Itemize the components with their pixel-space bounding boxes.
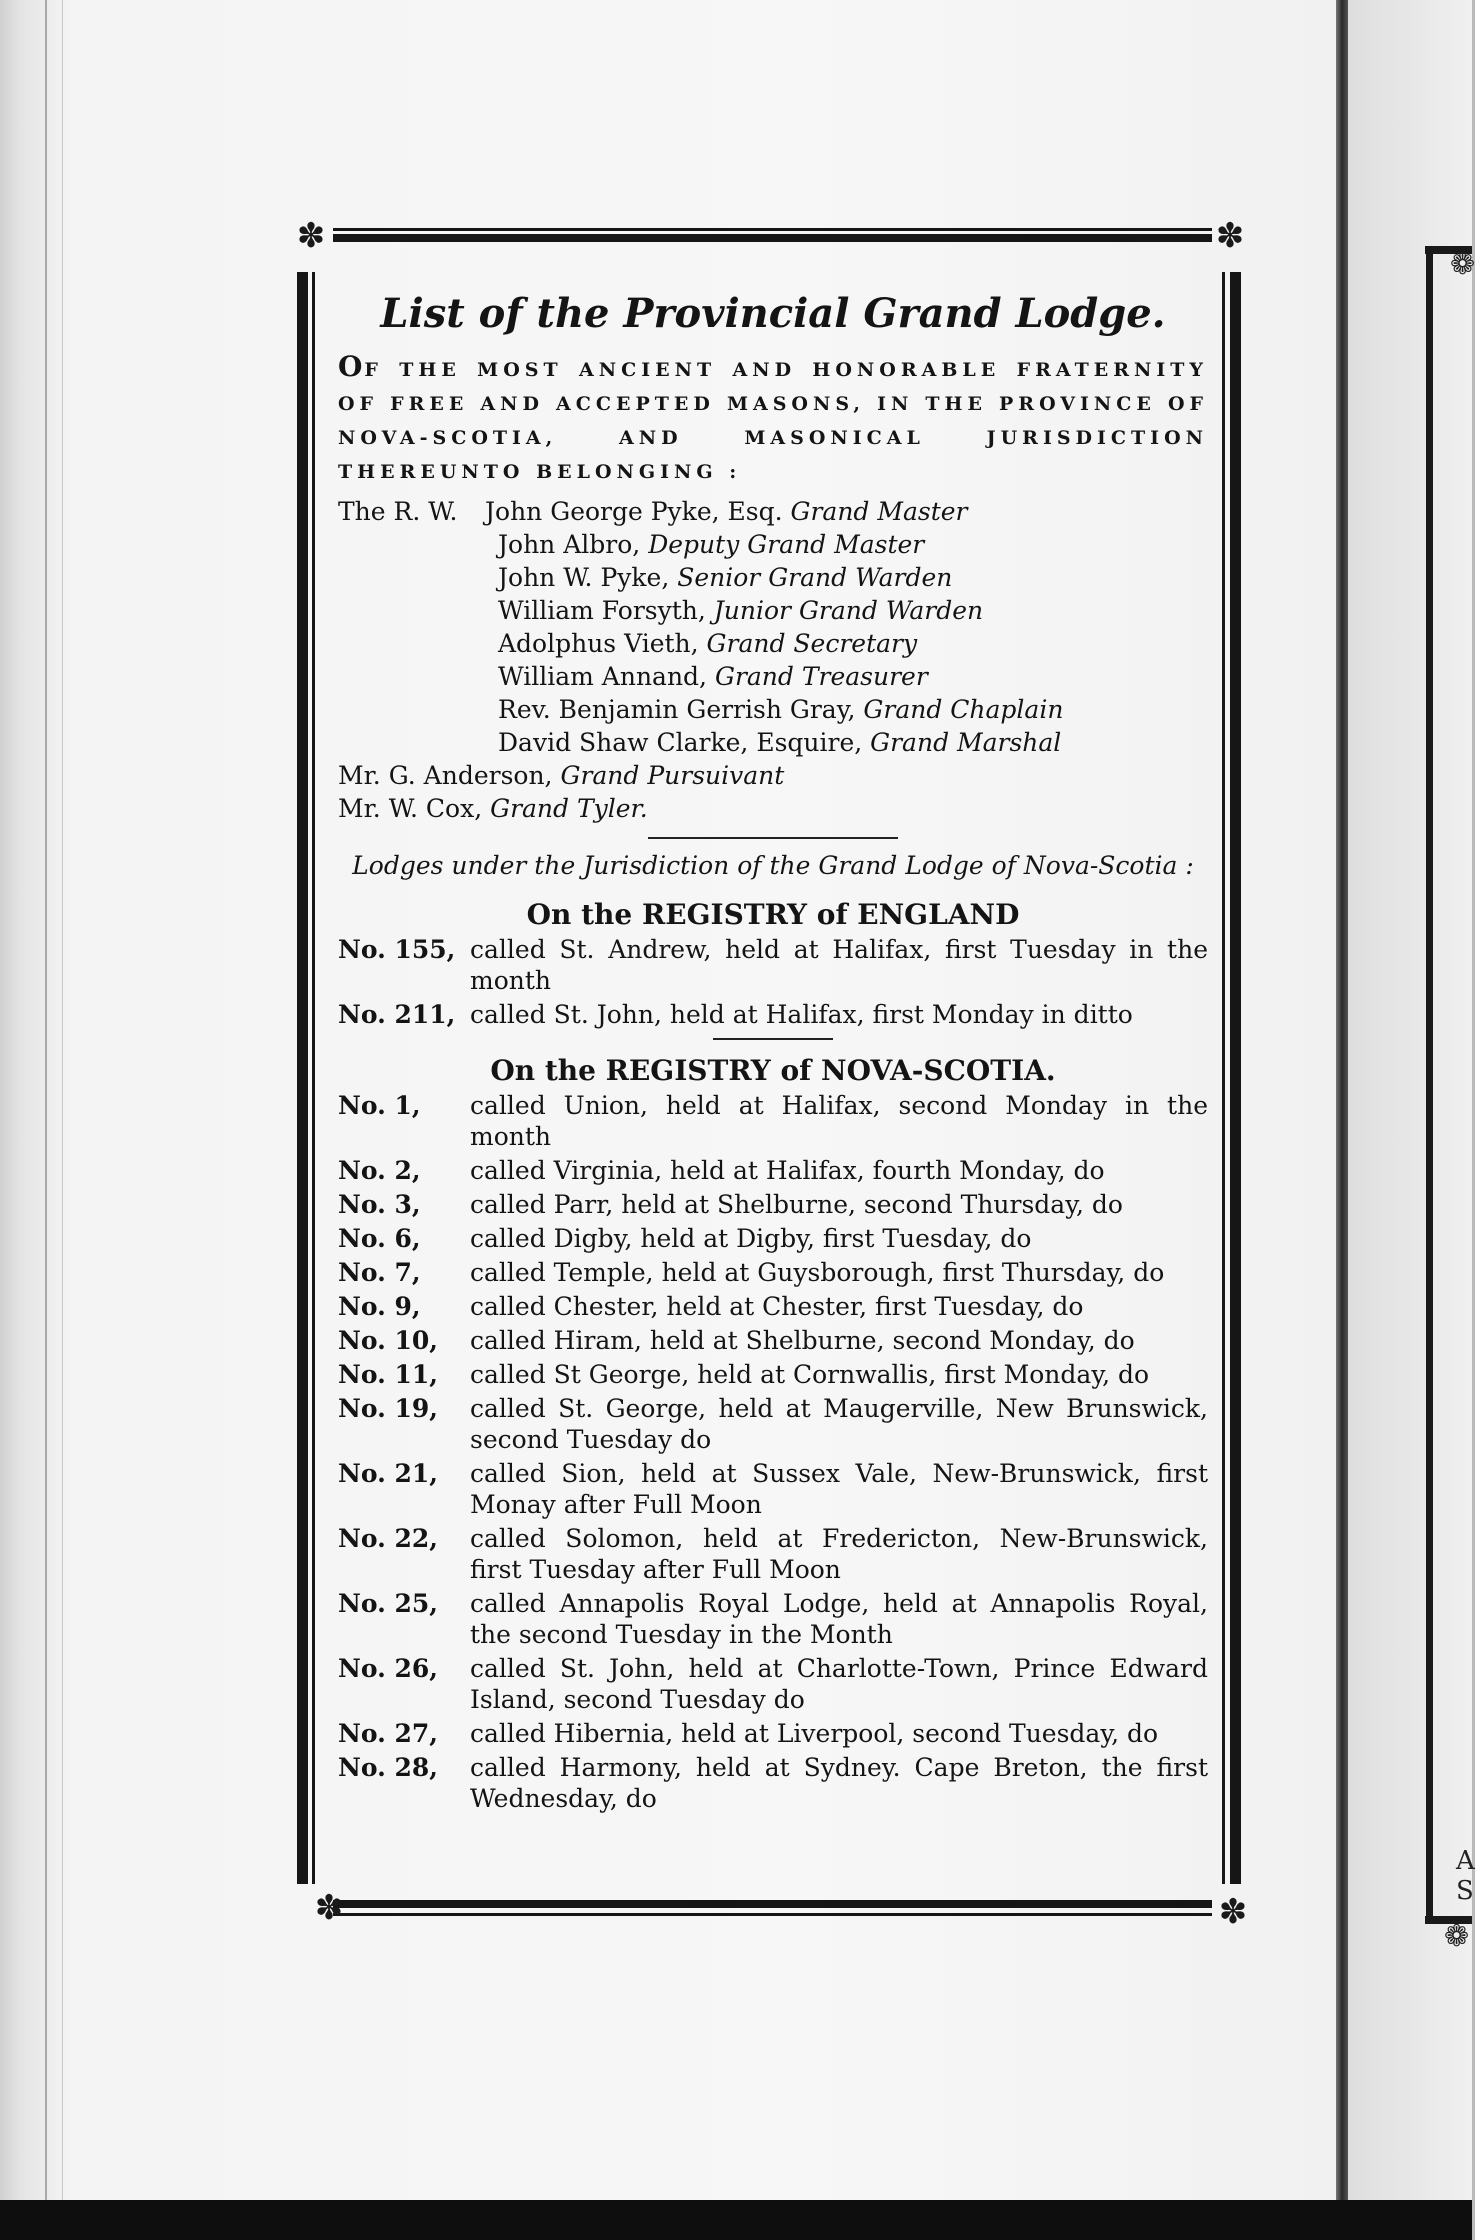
page-edge-line (45, 0, 47, 2200)
frame-rule-bottom-thick (333, 1900, 1212, 1908)
lodge-number: No. 155, (338, 935, 456, 964)
lodge-number: No. 11, (338, 1360, 438, 1389)
preamble-text: F THE MOST ANCIENT AND HONORABLE FRATERNITY OF FREE AND ACCEPTED MASONS, IN THE PROVINCE OF NOVA-SCOTIA, AND MASONICAL JURISDICTION THEREUNTO BELONGING : (338, 359, 1208, 483)
lodge-text: called Parr, held at Shelburne, second Thursday, do (470, 1190, 1123, 1219)
officer-entry (338, 594, 1208, 627)
page-title: List of the Provincial Grand Lodge. (380, 290, 1166, 337)
officer-name: John W. Pyke, (498, 563, 670, 592)
officer-entry (338, 561, 1208, 594)
frame-rule-top-thick (333, 234, 1212, 242)
officer-role: Grand Master (790, 497, 968, 526)
lodge-text: called Solomon, held at Fredericton, New-Brunswick, first Tuesday after Full Moon (470, 1524, 1208, 1584)
lodges-intro: Lodges under the Jurisdiction of the Grand Lodge of Nova-Scotia : (352, 851, 1194, 880)
officer-entry (338, 693, 1208, 726)
corner-ornament-icon: ✽ (1218, 1892, 1248, 1932)
frame-rule-left (297, 272, 308, 1884)
lodge-entry (338, 934, 1208, 996)
lodge-number: No. 211, (338, 1000, 456, 1029)
lodge-text: called Chester, held at Chester, first Tuesday, do (470, 1292, 1084, 1321)
lodge-entry (338, 1359, 1208, 1390)
right-page-ornament-icon: ❁ (1444, 1919, 1470, 1954)
section-divider (648, 837, 898, 839)
right-page (1348, 0, 1472, 2200)
lodge-list-frame (295, 216, 1250, 1932)
lodge-entry (338, 1718, 1208, 1749)
lodge-text: called Sion, held at Sussex Vale, New-Brunswick, first Monay after Full Moon (470, 1459, 1208, 1519)
section-divider (713, 1038, 833, 1040)
officer-name: John Albro, (498, 530, 641, 559)
lodge-number: No. 21, (338, 1459, 438, 1488)
corner-ornament-icon: ✽ (1215, 216, 1245, 256)
lodge-text: called Annapolis Royal Lodge, held at Annapolis Royal, the second Tuesday in the Month (470, 1589, 1208, 1649)
lodge-number: No. 25, (338, 1589, 438, 1618)
lodge-number: No. 7, (338, 1258, 421, 1287)
officer-role: Junior Grand Warden (713, 596, 984, 625)
lodge-text: called Virginia, held at Halifax, fourth Monday, do (470, 1156, 1105, 1185)
lodge-number: No. 28, (338, 1753, 438, 1782)
officer-role: Grand Tyler. (490, 794, 648, 823)
lodge-number: No. 26, (338, 1654, 438, 1683)
lodge-text: called Hibernia, held at Liverpool, second Tuesday, do (470, 1719, 1159, 1748)
officer-name: Mr. G. Anderson, (338, 761, 553, 790)
right-page-ornament-icon: ❁ (1450, 247, 1475, 282)
right-page-rule-vertical (1426, 254, 1433, 1916)
officer-entry (338, 627, 1208, 660)
officer-name: David Shaw Clarke, Esquire, (498, 728, 863, 757)
lodge-text: called St. John, held at Halifax, first Monday in ditto (470, 1000, 1133, 1029)
officer-entry (338, 495, 1208, 528)
officer-name: Mr. W. Cox, (338, 794, 483, 823)
book-gutter (1336, 0, 1348, 2200)
right-page-letter: A (1456, 1846, 1475, 1876)
frame-rule-right (1230, 272, 1241, 1884)
officer-role: Senior Grand Warden (677, 563, 953, 592)
officer-entry (338, 792, 1208, 825)
officer-entry (338, 759, 1208, 792)
lodge-text: called Hiram, held at Shelburne, second Monday, do (470, 1326, 1135, 1355)
lodge-text: called Digby, held at Digby, first Tuesday, do (470, 1224, 1032, 1253)
lodge-text: called St. Andrew, held at Halifax, first Tuesday in the month (470, 935, 1208, 995)
lodge-number: No. 27, (338, 1719, 438, 1748)
lodge-entry (338, 1189, 1208, 1220)
lodge-text: called Union, held at Halifax, second Monday in the month (470, 1091, 1208, 1151)
right-page-letter: S (1456, 1876, 1474, 1906)
lodge-entry (338, 1223, 1208, 1254)
corner-ornament-icon: ✽ (314, 1888, 344, 1928)
lodge-number: No. 1, (338, 1091, 421, 1120)
officer-role: Grand Secretary (706, 629, 918, 658)
lodge-entry (338, 1155, 1208, 1186)
lodge-text: called Temple, held at Guysborough, first Thursday, do (470, 1258, 1165, 1287)
preamble (338, 350, 1208, 489)
officer-name: Rev. Benjamin Gerrish Gray, (498, 695, 856, 724)
lodge-entry (338, 999, 1208, 1030)
nova-scotia-registry-heading: On the REGISTRY of NOVA-SCOTIA. (490, 1054, 1056, 1087)
lodge-text: called St. George, held at Maugerville, New Brunswick, second Tuesday do (470, 1394, 1208, 1454)
lodge-number: No. 2, (338, 1156, 421, 1185)
lodge-entry (338, 1291, 1208, 1322)
officer-prefix: The R. W. (338, 497, 458, 526)
frame-rule-top-thin (333, 228, 1212, 231)
officer-entry (338, 528, 1208, 561)
lodge-entry (338, 1393, 1208, 1455)
lodge-number: No. 3, (338, 1190, 421, 1219)
lodge-entry (338, 1653, 1208, 1715)
frame-rule-right-thin (1222, 272, 1225, 1884)
lodge-entry (338, 1257, 1208, 1288)
england-registry-heading: On the REGISTRY of ENGLAND (526, 898, 1020, 931)
lodge-number: No. 19, (338, 1394, 438, 1423)
lodge-entry (338, 1588, 1208, 1650)
frame-rule-bottom-thin (333, 1913, 1212, 1916)
officer-name: William Annand, (498, 662, 708, 691)
lodge-entry (338, 1752, 1208, 1814)
scan-bottom-edge (0, 2200, 1472, 2240)
officer-entry (338, 660, 1208, 693)
officer-role: Grand Marshal (870, 728, 1062, 757)
lodge-text: called St George, held at Cornwallis, first Monday, do (470, 1360, 1150, 1389)
officer-role: Grand Treasurer (714, 662, 928, 691)
officer-role: Grand Pursuivant (560, 761, 785, 790)
lodge-text: called St. John, held at Charlotte-Town, Prince Edward Island, second Tuesday do (470, 1654, 1208, 1714)
lodge-number: No. 22, (338, 1524, 438, 1553)
lodge-entry (338, 1090, 1208, 1152)
lodge-number: No. 10, (338, 1326, 438, 1355)
lodge-number: No. 9, (338, 1292, 421, 1321)
officer-entry (338, 726, 1208, 759)
lodge-number: No. 6, (338, 1224, 421, 1253)
lodge-entry (338, 1325, 1208, 1356)
lodge-entry (338, 1523, 1208, 1585)
corner-ornament-icon: ✽ (296, 216, 326, 256)
officer-name: John George Pyke, Esq. (485, 497, 783, 526)
officer-role: Grand Chaplain (863, 695, 1064, 724)
officer-role: Deputy Grand Master (648, 530, 925, 559)
officer-name: William Forsyth, (498, 596, 706, 625)
lodge-text: called Harmony, held at Sydney. Cape Breton, the first Wednesday, do (470, 1753, 1208, 1813)
list-content (338, 284, 1208, 1817)
officer-name: Adolphus Vieth, (498, 629, 699, 658)
page-edge-line (62, 0, 63, 2200)
preamble-initial: O (338, 350, 365, 383)
lodge-entry (338, 1458, 1208, 1520)
frame-rule-left-thin (312, 272, 315, 1884)
